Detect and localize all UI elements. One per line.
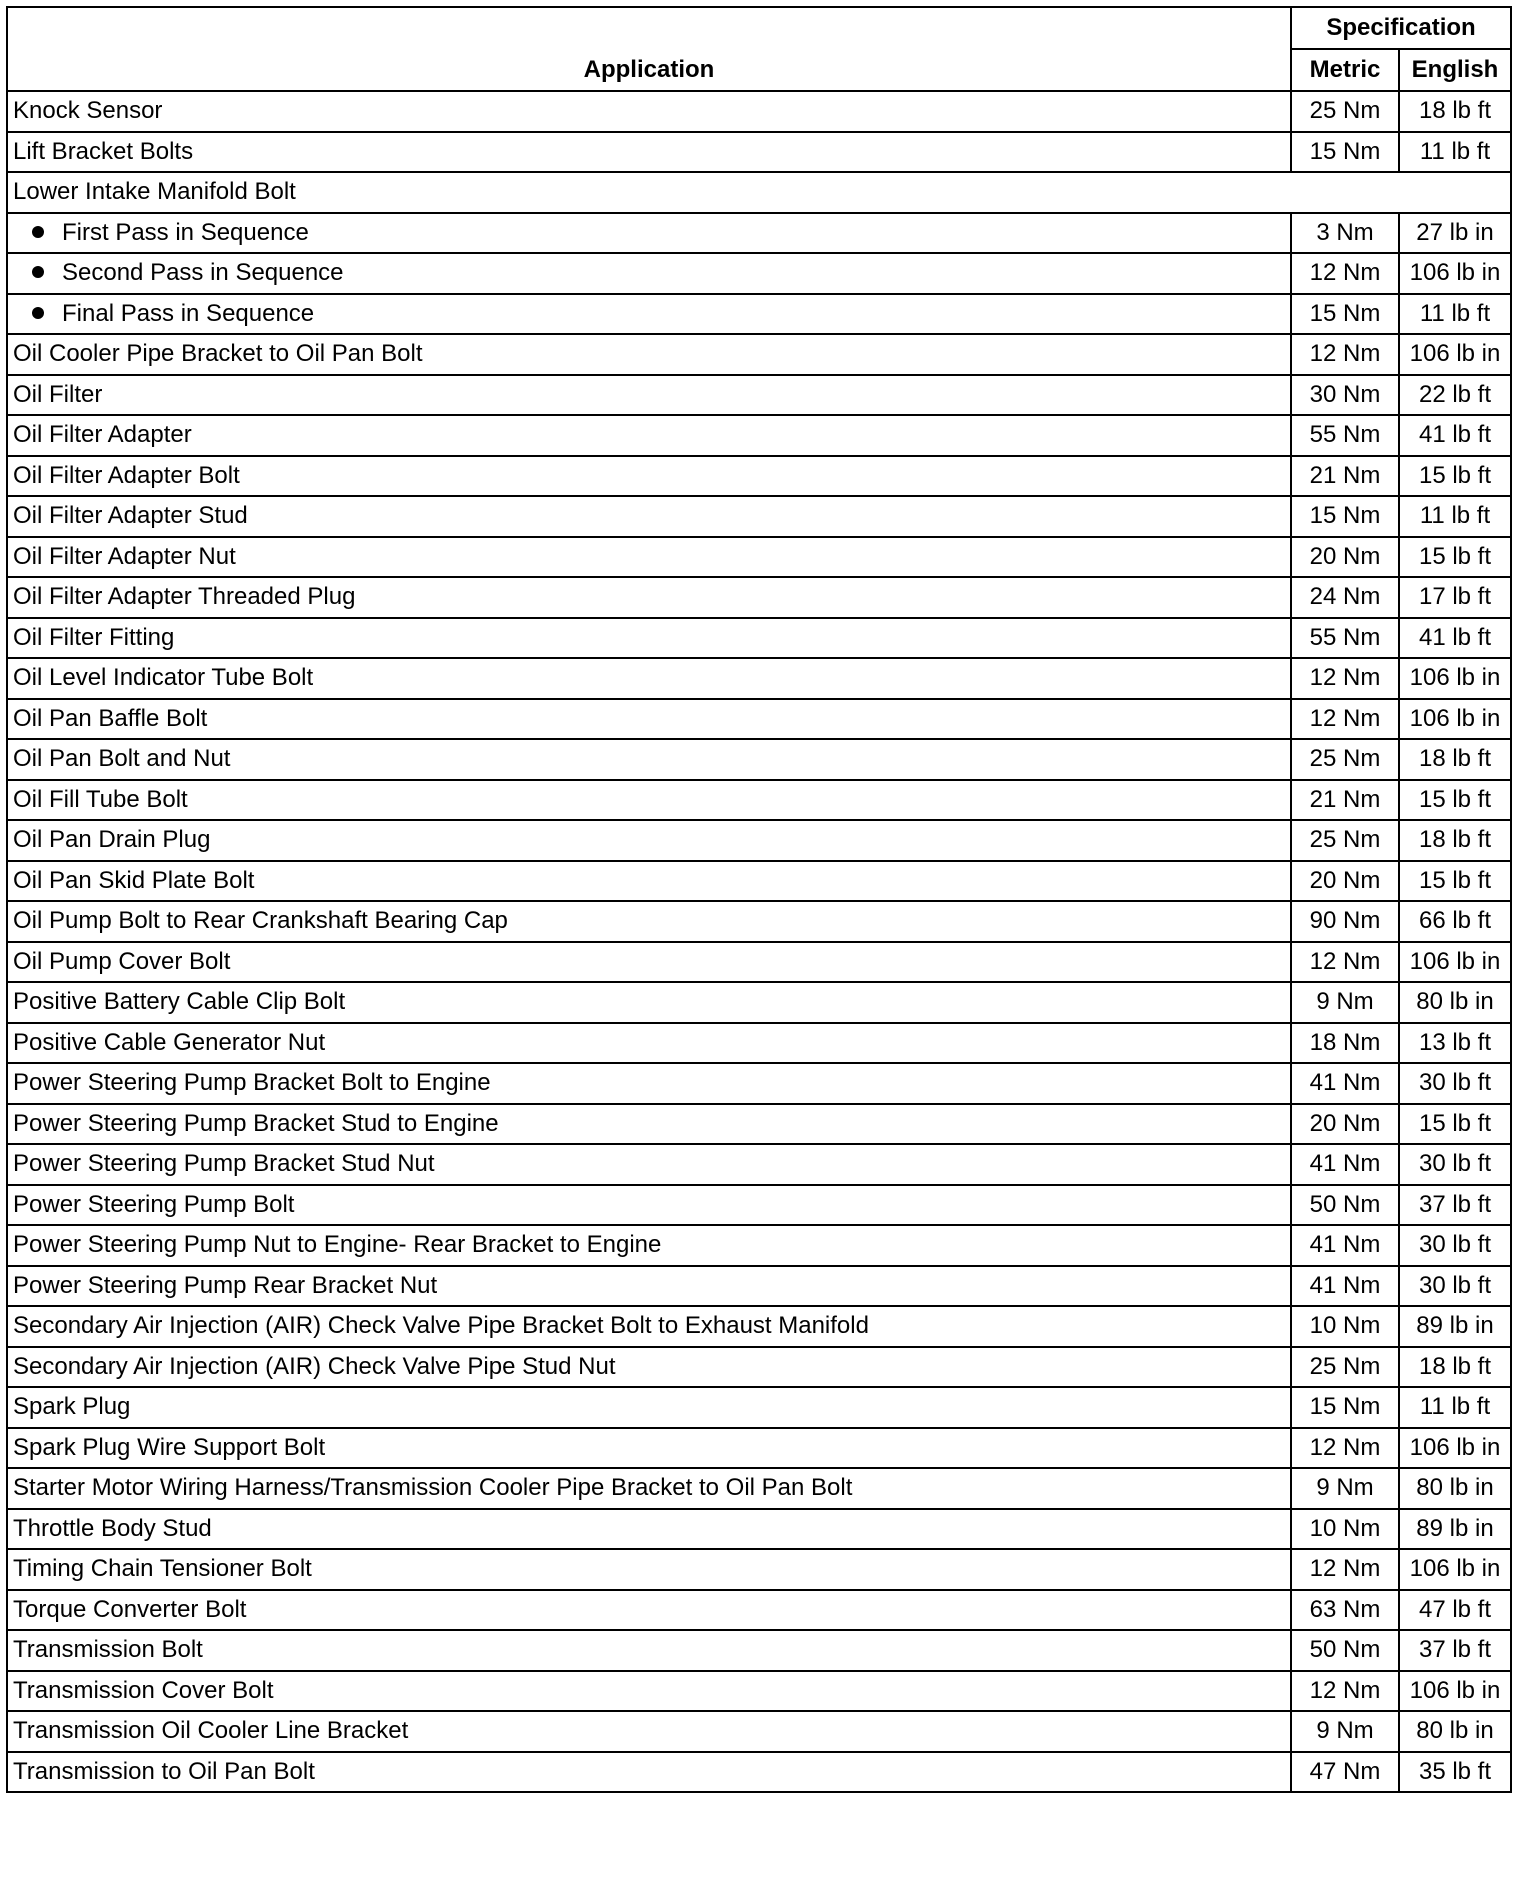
table-row: [7, 1752, 1511, 1793]
table-row: [7, 294, 1511, 335]
table-row: [7, 1347, 1511, 1388]
table-row: [7, 1306, 1511, 1347]
metric-value: 41 Nm: [1291, 1144, 1399, 1185]
application-cell: Transmission Bolt: [7, 1630, 1291, 1671]
english-value: 30 lb ft: [1399, 1266, 1511, 1307]
application-cell: Torque Converter Bolt: [7, 1590, 1291, 1631]
table-row: [7, 820, 1511, 861]
metric-value: 20 Nm: [1291, 1104, 1399, 1145]
metric-value: 25 Nm: [1291, 820, 1399, 861]
application-cell: Oil Pan Drain Plug: [7, 820, 1291, 861]
metric-value: 50 Nm: [1291, 1630, 1399, 1671]
metric-value: 90 Nm: [1291, 901, 1399, 942]
english-value: 11 lb ft: [1399, 1387, 1511, 1428]
metric-value: 12 Nm: [1291, 1428, 1399, 1469]
english-value: 11 lb ft: [1399, 132, 1511, 173]
application-cell: Starter Motor Wiring Harness/Transmission Cooler Pipe Bracket to Oil Pan Bolt: [7, 1468, 1291, 1509]
application-header: Application: [7, 7, 1291, 91]
table-row: [7, 1266, 1511, 1307]
table-row: [7, 942, 1511, 983]
metric-value: 10 Nm: [1291, 1306, 1399, 1347]
english-value: 106 lb in: [1399, 253, 1511, 294]
table-row: [7, 415, 1511, 456]
metric-value: 10 Nm: [1291, 1509, 1399, 1550]
metric-value: 12 Nm: [1291, 1671, 1399, 1712]
application-cell: Oil Fill Tube Bolt: [7, 780, 1291, 821]
application-cell: Positive Cable Generator Nut: [7, 1023, 1291, 1064]
english-value: 106 lb in: [1399, 699, 1511, 740]
metric-value: 9 Nm: [1291, 1711, 1399, 1752]
table-row: [7, 780, 1511, 821]
application-cell: Oil Filter Adapter: [7, 415, 1291, 456]
application-cell: Transmission Oil Cooler Line Bracket: [7, 1711, 1291, 1752]
english-value: 80 lb in: [1399, 982, 1511, 1023]
metric-value: 12 Nm: [1291, 334, 1399, 375]
english-value: 37 lb ft: [1399, 1630, 1511, 1671]
english-value: 106 lb in: [1399, 334, 1511, 375]
metric-value: 41 Nm: [1291, 1266, 1399, 1307]
table-row: [7, 1590, 1511, 1631]
table-row: [7, 132, 1511, 173]
specification-header: Specification: [1291, 7, 1511, 49]
table-row: [7, 456, 1511, 497]
table-row: [7, 1185, 1511, 1226]
metric-value: 50 Nm: [1291, 1185, 1399, 1226]
application-cell: Transmission Cover Bolt: [7, 1671, 1291, 1712]
table-row: [7, 1509, 1511, 1550]
metric-value: 30 Nm: [1291, 375, 1399, 416]
table-row: [7, 91, 1511, 132]
english-value: 18 lb ft: [1399, 739, 1511, 780]
application-cell: Power Steering Pump Bracket Stud Nut: [7, 1144, 1291, 1185]
english-value: 41 lb ft: [1399, 415, 1511, 456]
english-value: 17 lb ft: [1399, 577, 1511, 618]
metric-value: 9 Nm: [1291, 1468, 1399, 1509]
english-value: 18 lb ft: [1399, 820, 1511, 861]
english-value: 47 lb ft: [1399, 1590, 1511, 1631]
metric-value: 25 Nm: [1291, 1347, 1399, 1388]
application-cell: Secondary Air Injection (AIR) Check Valve Pipe Stud Nut: [7, 1347, 1291, 1388]
english-value: 106 lb in: [1399, 658, 1511, 699]
application-cell: Lift Bracket Bolts: [7, 132, 1291, 173]
english-value: 41 lb ft: [1399, 618, 1511, 659]
metric-value: 41 Nm: [1291, 1225, 1399, 1266]
application-label: Final Pass in Sequence: [62, 299, 315, 327]
table-row: [7, 1063, 1511, 1104]
application-cell: Oil Pump Bolt to Rear Crankshaft Bearing Cap: [7, 901, 1291, 942]
table-row: [7, 577, 1511, 618]
table-row: [7, 658, 1511, 699]
application-cell: Throttle Body Stud: [7, 1509, 1291, 1550]
english-value: 15 lb ft: [1399, 537, 1511, 578]
metric-value: 9 Nm: [1291, 982, 1399, 1023]
application-cell: Oil Filter Adapter Bolt: [7, 456, 1291, 497]
english-value: 106 lb in: [1399, 1671, 1511, 1712]
english-value: 66 lb ft: [1399, 901, 1511, 942]
english-value: 106 lb in: [1399, 1549, 1511, 1590]
table-row: [7, 1630, 1511, 1671]
application-cell: Oil Filter: [7, 375, 1291, 416]
table-row: [7, 739, 1511, 780]
english-value: 13 lb ft: [1399, 1023, 1511, 1064]
metric-value: 25 Nm: [1291, 739, 1399, 780]
bullet-icon: [32, 226, 44, 238]
application-cell: Power Steering Pump Bracket Bolt to Engine: [7, 1063, 1291, 1104]
table-row: [7, 1387, 1511, 1428]
english-header: English: [1399, 49, 1511, 91]
metric-value: 12 Nm: [1291, 658, 1399, 699]
application-cell: Timing Chain Tensioner Bolt: [7, 1549, 1291, 1590]
english-value: 11 lb ft: [1399, 294, 1511, 335]
table-row: [7, 496, 1511, 537]
table-row: [7, 1671, 1511, 1712]
english-value: 15 lb ft: [1399, 456, 1511, 497]
english-value: 89 lb in: [1399, 1509, 1511, 1550]
application-cell: Oil Pan Skid Plate Bolt: [7, 861, 1291, 902]
torque-spec-table: [6, 6, 1512, 1793]
metric-header: Metric: [1291, 49, 1399, 91]
application-cell: Oil Filter Fitting: [7, 618, 1291, 659]
bullet-icon: [32, 266, 44, 278]
table-row: [7, 1428, 1511, 1469]
metric-value: 25 Nm: [1291, 91, 1399, 132]
metric-value: 20 Nm: [1291, 861, 1399, 902]
spec-table-body: [7, 91, 1511, 1792]
english-value: 30 lb ft: [1399, 1063, 1511, 1104]
english-value: 37 lb ft: [1399, 1185, 1511, 1226]
metric-value: 55 Nm: [1291, 415, 1399, 456]
table-row: [7, 375, 1511, 416]
table-row: [7, 618, 1511, 659]
table-row: [7, 982, 1511, 1023]
table-row: [7, 901, 1511, 942]
english-value: 15 lb ft: [1399, 1104, 1511, 1145]
english-value: 15 lb ft: [1399, 861, 1511, 902]
table-row: [7, 537, 1511, 578]
table-row: [7, 213, 1511, 254]
application-cell: Knock Sensor: [7, 91, 1291, 132]
application-cell: Spark Plug: [7, 1387, 1291, 1428]
application-cell: Oil Pan Bolt and Nut: [7, 739, 1291, 780]
metric-value: 63 Nm: [1291, 1590, 1399, 1631]
metric-value: 12 Nm: [1291, 253, 1399, 294]
metric-value: 3 Nm: [1291, 213, 1399, 254]
application-cell: Oil Cooler Pipe Bracket to Oil Pan Bolt: [7, 334, 1291, 375]
metric-value: 47 Nm: [1291, 1752, 1399, 1793]
application-cell: Secondary Air Injection (AIR) Check Valve Pipe Bracket Bolt to Exhaust Manifold: [7, 1306, 1291, 1347]
metric-value: 15 Nm: [1291, 132, 1399, 173]
english-value: 106 lb in: [1399, 1428, 1511, 1469]
metric-value: 15 Nm: [1291, 496, 1399, 537]
application-cell: [7, 213, 1291, 254]
metric-value: 15 Nm: [1291, 294, 1399, 335]
english-value: 80 lb in: [1399, 1468, 1511, 1509]
english-value: 22 lb ft: [1399, 375, 1511, 416]
table-row: [7, 1144, 1511, 1185]
application-cell: Power Steering Pump Nut to Engine- Rear Bracket to Engine: [7, 1225, 1291, 1266]
english-value: 30 lb ft: [1399, 1144, 1511, 1185]
metric-value: 24 Nm: [1291, 577, 1399, 618]
application-cell: Transmission to Oil Pan Bolt: [7, 1752, 1291, 1793]
metric-value: 41 Nm: [1291, 1063, 1399, 1104]
application-label: Second Pass in Sequence: [62, 259, 344, 287]
english-value: 89 lb in: [1399, 1306, 1511, 1347]
application-cell: Spark Plug Wire Support Bolt: [7, 1428, 1291, 1469]
application-cell: Power Steering Pump Rear Bracket Nut: [7, 1266, 1291, 1307]
metric-value: 21 Nm: [1291, 456, 1399, 497]
application-cell: [7, 253, 1291, 294]
english-value: 15 lb ft: [1399, 780, 1511, 821]
english-value: 30 lb ft: [1399, 1225, 1511, 1266]
table-row: [7, 1225, 1511, 1266]
metric-value: 12 Nm: [1291, 699, 1399, 740]
metric-value: 55 Nm: [1291, 618, 1399, 659]
application-cell: Oil Level Indicator Tube Bolt: [7, 658, 1291, 699]
header-row-1: [7, 7, 1511, 49]
application-cell: Oil Filter Adapter Nut: [7, 537, 1291, 578]
application-cell: Power Steering Pump Bolt: [7, 1185, 1291, 1226]
english-value: 11 lb ft: [1399, 496, 1511, 537]
metric-value: 12 Nm: [1291, 942, 1399, 983]
table-row: [7, 1549, 1511, 1590]
section-label: Lower Intake Manifold Bolt: [7, 172, 1511, 213]
english-value: 35 lb ft: [1399, 1752, 1511, 1793]
english-value: 27 lb in: [1399, 213, 1511, 254]
metric-value: 20 Nm: [1291, 537, 1399, 578]
table-row: [7, 172, 1511, 213]
table-row: [7, 1104, 1511, 1145]
bullet-icon: [32, 307, 44, 319]
table-row: [7, 1023, 1511, 1064]
table-row: [7, 1468, 1511, 1509]
metric-value: 15 Nm: [1291, 1387, 1399, 1428]
table-row: [7, 1711, 1511, 1752]
english-value: 80 lb in: [1399, 1711, 1511, 1752]
application-cell: Oil Filter Adapter Stud: [7, 496, 1291, 537]
metric-value: 18 Nm: [1291, 1023, 1399, 1064]
english-value: 18 lb ft: [1399, 1347, 1511, 1388]
application-cell: Power Steering Pump Bracket Stud to Engine: [7, 1104, 1291, 1145]
application-cell: Oil Filter Adapter Threaded Plug: [7, 577, 1291, 618]
table-row: [7, 253, 1511, 294]
metric-value: 12 Nm: [1291, 1549, 1399, 1590]
application-cell: Positive Battery Cable Clip Bolt: [7, 982, 1291, 1023]
table-row: [7, 861, 1511, 902]
application-cell: [7, 294, 1291, 335]
metric-value: 21 Nm: [1291, 780, 1399, 821]
application-cell: Oil Pump Cover Bolt: [7, 942, 1291, 983]
english-value: 18 lb ft: [1399, 91, 1511, 132]
application-cell: Oil Pan Baffle Bolt: [7, 699, 1291, 740]
application-label: First Pass in Sequence: [62, 218, 309, 246]
english-value: 106 lb in: [1399, 942, 1511, 983]
table-row: [7, 334, 1511, 375]
table-row: [7, 699, 1511, 740]
